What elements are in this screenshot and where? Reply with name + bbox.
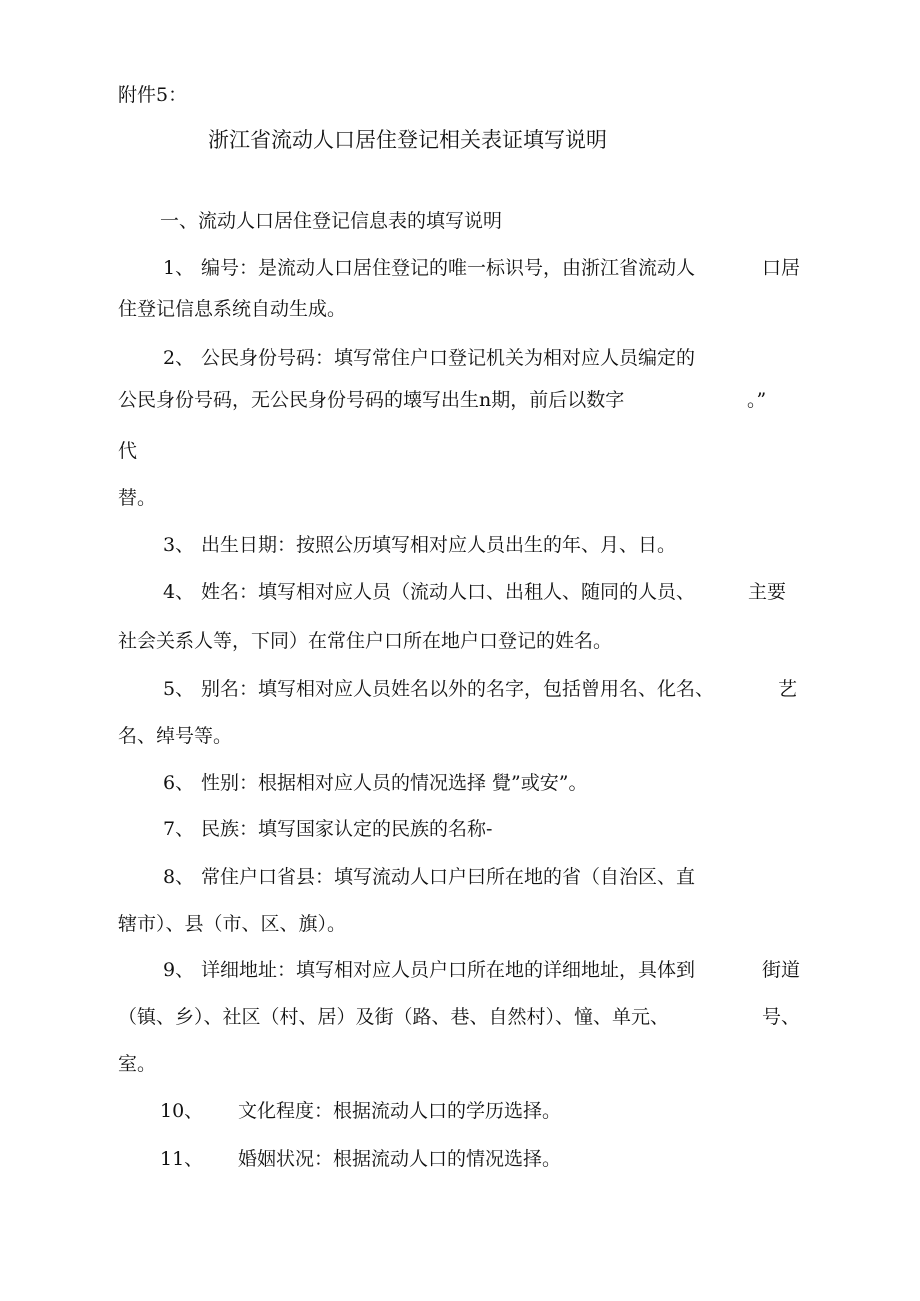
item-text: 社会关系人等，下同）在常住户口所在地户口登记的姓名。 <box>118 630 613 652</box>
item-text: 口居 <box>762 257 801 279</box>
item-number: 2、 <box>163 347 195 369</box>
item-number: 9、 <box>163 959 195 981</box>
item-text: 性别：根据相对应人员的情况选择 覺”或安”。 <box>201 772 588 794</box>
item-text: 代 <box>118 440 138 462</box>
attachment-label: 附件5： <box>118 84 188 106</box>
item-text: 街道 <box>762 959 801 981</box>
item-text: 替。 <box>118 487 157 509</box>
item-text: 民族：填写国家认定的民族的名称- <box>201 818 493 840</box>
item-number: 11、 <box>160 1148 204 1170</box>
item-text: 室。 <box>118 1053 157 1075</box>
item-number: 7、 <box>163 818 195 840</box>
item-text: 艺 <box>778 678 798 700</box>
item-text: 辖市）、县（市、区、旗）。 <box>118 913 347 935</box>
item-number: 3、 <box>163 534 195 556</box>
item-text: 姓名：填写相对应人员（流动人口、出租人、随同的人员、 <box>201 581 696 603</box>
item-text: 出生日期：按照公历填写相对应人员出生的年、月、日。 <box>201 534 677 556</box>
item-text: 编号：是流动人口居住登记的唯一标识号，由浙江省流动人 <box>201 257 696 279</box>
item-text: 主要 <box>748 581 787 603</box>
section-heading: 一、流动人口居住登记信息表的填写说明 <box>160 210 503 232</box>
item-text: 公民身份号码，无公民身份号码的壊写出生n期，前后以数字 <box>118 389 625 411</box>
item-text: 号、 <box>762 1006 801 1028</box>
item-text: 住登记信息系统自动生成。 <box>118 298 347 320</box>
item-number: 6、 <box>163 772 195 794</box>
item-number: 10、 <box>160 1100 204 1122</box>
item-text: 文化程度：根据流动人口的学历选择。 <box>238 1100 562 1122</box>
item-number: 1、 <box>163 257 195 279</box>
item-text: 。” <box>747 389 767 411</box>
item-text: 名、绰号等。 <box>118 725 233 747</box>
item-number: 4、 <box>163 581 195 603</box>
item-text: 婚姻状况：根据流动人口的情况选择。 <box>238 1148 562 1170</box>
item-number: 5、 <box>163 678 195 700</box>
item-text: 详细地址：填写相对应人员户口所在地的详细地址，具体到 <box>201 959 696 981</box>
item-text: 公民身份号码：填写常住户口登记机关为相对应人员编定的 <box>201 347 696 369</box>
item-text: 别名：填写相对应人员姓名以外的名字，包括曾用名、化名、 <box>201 678 715 700</box>
item-text: （镇、乡）、社区（村、居）及街（路、巷、自然村）、憧、单元、 <box>118 1006 670 1028</box>
item-text: 常住户口省县：填写流动人口户曰所在地的省（自治区、直 <box>201 866 696 888</box>
page-title: 浙江省流动人口居住登记相关表证填写说明 <box>208 128 607 152</box>
item-number: 8、 <box>163 866 195 888</box>
